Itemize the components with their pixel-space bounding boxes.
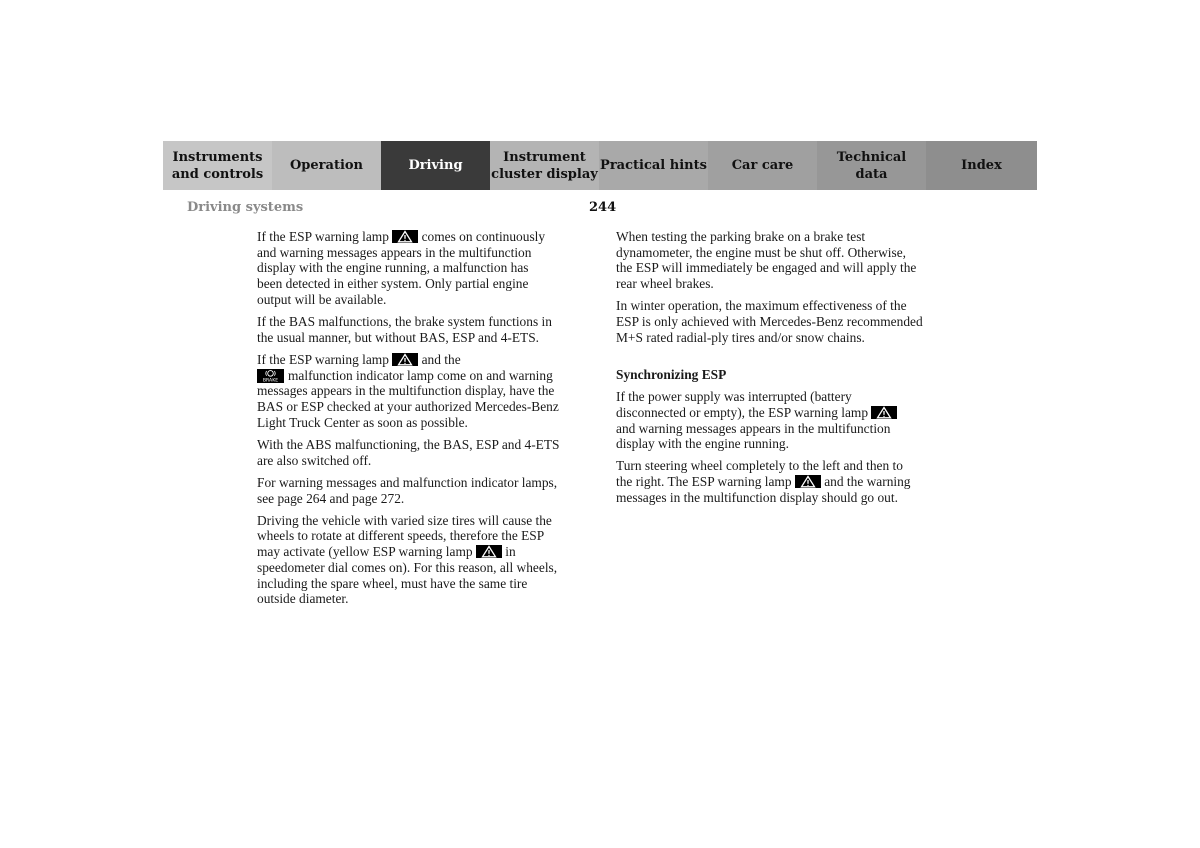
- right-column: [616, 229, 956, 512]
- section-title: Driving systems: [187, 200, 304, 215]
- tab-driving[interactable]: Driving: [381, 141, 490, 190]
- tab-technical-data[interactable]: Technical data: [817, 141, 926, 190]
- heading-synchronizing-esp: Synchronizing ESP: [616, 367, 727, 383]
- paragraph-winter-operation: In winter operation, the maximum effectiveness of the ESP is only achieved with Mercedes-Benz recommended M+S rated radial-ply tires and/or snow chains.: [616, 298, 923, 345]
- brake-indicator-icon: [257, 369, 284, 383]
- tab-practical-hints[interactable]: Practical hints: [599, 141, 708, 190]
- warning-triangle-icon: [795, 475, 821, 488]
- tab-operation[interactable]: Operation: [272, 141, 381, 190]
- page-number: 244: [589, 200, 617, 215]
- paragraph-bas-malfunction: If the BAS malfunctions, the brake system functions in the usual manner, but without BAS, ESP and 4-ETS.: [257, 314, 552, 345]
- paragraph-esp-malfunction: If the ESP warning lamp comes on continuously and warning messages appears in the multifunction display with the engine running, a malfunction has been detected in either system. Only partial engine output will be available.: [257, 229, 546, 307]
- tab-instruments-and-controls[interactable]: Instruments and controls: [163, 141, 272, 190]
- section-navigation: [163, 141, 1037, 190]
- paragraph-varied-tire-size: Driving the vehicle with varied size tires will cause the wheels to rotate at different speeds, therefore the ESP may activate (yellow ESP warning lamp in speedometer dial comes on). For this reason, all wheels, including the spare wheel, must have the same tire outside diameter.: [257, 512, 558, 607]
- paragraph-parking-brake-test: When testing the parking brake on a brake test dynamometer, the engine must be shut off. Otherwise, the ESP will immediately be engaged and will apply the rear wheel brakes.: [616, 229, 917, 292]
- tab-index[interactable]: Index: [926, 141, 1037, 190]
- paragraph-abs-malfunction: With the ABS malfunctioning, the BAS, ESP and 4-ETS are also switched off.: [257, 436, 560, 468]
- warning-triangle-icon: [871, 406, 897, 419]
- paragraph-power-interruption: If the power supply was interrupted (battery disconnected or empty), the ESP warning lamp and warning messages appears in the multifunction display with the engine running.: [616, 389, 956, 452]
- tab-car-care[interactable]: Car care: [708, 141, 817, 190]
- warning-triangle-icon: [392, 230, 418, 243]
- svg-text:BRAKE: BRAKE: [262, 378, 279, 383]
- warning-triangle-icon: [392, 353, 418, 366]
- warning-triangle-icon: [476, 545, 502, 558]
- paragraph-esp-and-brake-lamp: If the ESP warning lamp and the BRAKE malfunction indicator lamp come on and warning messages appears in the multifunction display, have the BAS or ESP checked at your authorized Mercedes-Benz Light Truck Center as soon as possible.: [257, 351, 559, 430]
- tab-instrument-cluster-display[interactable]: Instrument cluster display: [490, 141, 599, 190]
- paragraph-indicator-lamps-reference: For warning messages and malfunction indicator lamps, see page 264 and page 272.: [257, 474, 558, 506]
- left-column: [257, 229, 602, 613]
- paragraph-turn-steering-wheel: Turn steering wheel completely to the left and then to the right. The ESP warning lamp and the warning messages in the multifunction display should go out.: [616, 458, 911, 505]
